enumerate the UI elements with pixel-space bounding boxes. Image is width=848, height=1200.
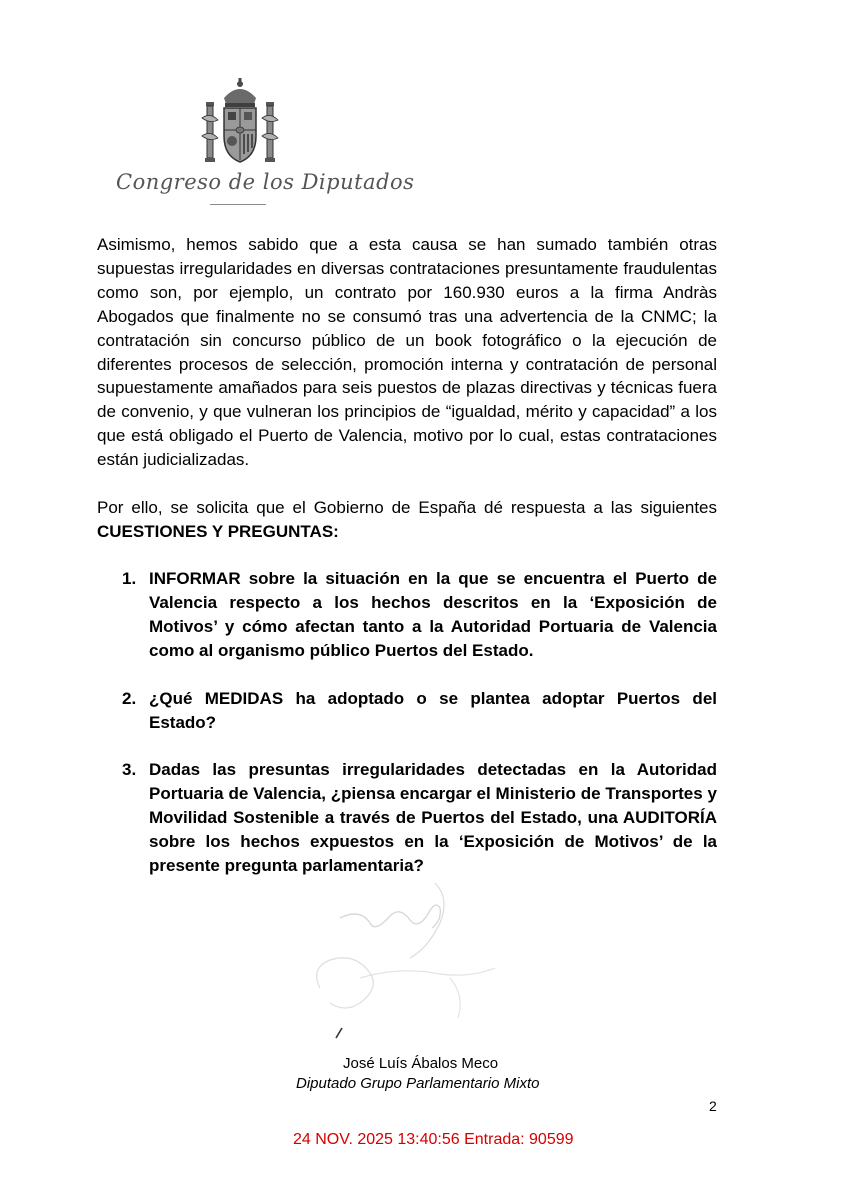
signer-role: Diputado Grupo Parlamentario Mixto: [296, 1075, 540, 1092]
question-number: 2.: [122, 688, 137, 708]
question-text: INFORMAR sobre la situación en la que se encuentra el Puerto de Valencia respecto a los hechos descritos en la ‘Exposición de Motivos’ y cómo afectan tanto a la Autoridad Portuaria de Valencia como al organismo público Puertos del Estado.: [149, 569, 717, 660]
question-item: [97, 758, 717, 878]
letterhead-divider: [210, 204, 266, 205]
registry-stamp: 24 NOV. 2025 13:40:56 Entrada: 90599: [293, 1131, 574, 1148]
question-text: ¿Qué MEDIDAS ha adoptado o se plantea adoptar Puertos del Estado?: [149, 688, 717, 732]
question-number: 1.: [122, 569, 137, 588]
page-number: 2: [709, 1098, 717, 1114]
question-item: [97, 687, 717, 735]
questions-list: [97, 567, 717, 878]
question-text: Dadas las presuntas irregularidades detectadas en la Autoridad Portuaria de Valencia, ¿piensa encargar el Ministerio de Transportes y Movilidad Sostenible a través de Puertos del Estado, una AUDITORÍA sobre los hechos expuestos en la ‘Exposición de Motivos’ de la presente pregunta parlamentaria?: [149, 760, 717, 876]
request-paragraph: [97, 496, 717, 544]
question-number: 3.: [122, 760, 137, 780]
request-lead-text: Por ello, se solicita que el Gobierno de España dé respuesta a las siguientes: [97, 498, 717, 517]
institution-name: Congreso de los Diputados: [116, 170, 415, 194]
handwritten-signature: [300, 878, 510, 1048]
questions-heading: CUESTIONES Y PREGUNTAS:: [97, 521, 339, 541]
signer-name: José Luís Ábalos Meco: [343, 1055, 499, 1072]
question-item: [97, 567, 717, 663]
coat-of-arms-icon: [194, 78, 286, 170]
letterhead: [112, 78, 415, 213]
exposition-paragraph: Asimismo, hemos sabido que a esta causa se han sumado también otras supuestas irregularidades en diversas contrataciones presuntamente fraudulentas como son, por ejemplo, un contrato por 160.930 euros a la firma Andràs Abogados que finalmente no se consumó tras una advertencia de la CNMC; la contratación sin concurso público de un book fotográfico o la ejecución de diferentes procesos de selección, promoción interna y contratación de personal supuestamente amañados para seis puestos de plazas directivas y técnicas fuera de convenio, y que vulneran los principios de “igualdad, mérito y capacidad” a los que está obligado el Puerto de Valencia, motivo por lo cual, estas contrataciones están judicializadas.: [97, 235, 717, 470]
